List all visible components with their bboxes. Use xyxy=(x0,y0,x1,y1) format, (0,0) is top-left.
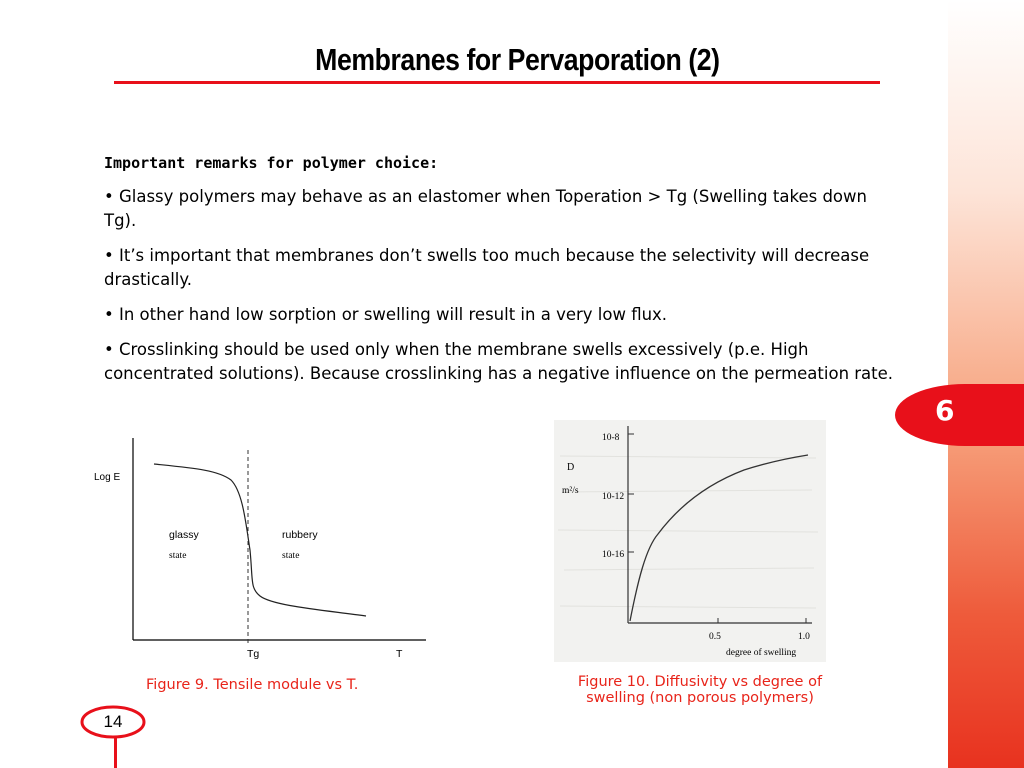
figure-9-caption: Figure 9. Tensile module vs T. xyxy=(146,677,359,693)
slide-body xyxy=(104,151,894,397)
bullet-low-sorption: • In other hand low sorption or swelling will result in a very low flux. xyxy=(104,305,668,324)
y-tick-label: 10-8 xyxy=(602,433,620,443)
x-tick-label: 0.5 xyxy=(709,632,721,642)
page-number-stem xyxy=(114,737,117,768)
x-axis-label: degree of swelling xyxy=(726,648,797,658)
y-label-unit: m²/s xyxy=(562,486,579,496)
glassy-label: glassy xyxy=(169,529,199,541)
rubbery-label: rubbery xyxy=(282,529,318,541)
figure-10-caption: Figure 10. Diffusivity vs degree of swelling (non porous polymers) xyxy=(577,674,823,706)
bullet-crosslinking: • Crosslinking should be used only when the membrane swells excessively (p.e. High concentrated solutions). Because crosslinking has a negative influence on the permeation rate. xyxy=(104,340,894,383)
section-tab xyxy=(895,384,1024,446)
bullet-glassy: • Glassy polymers may behave as an elastomer when Toperation > Tg (Swelling takes down Tg). xyxy=(104,187,867,230)
section-number: 6 xyxy=(935,394,955,427)
title-underline xyxy=(114,81,880,84)
y-axis-label: Log E xyxy=(94,472,121,483)
bullet-swelling: • It’s important that membranes don’t swells too much because the selectivity will decrease drastically. xyxy=(104,246,870,289)
x-axis-label: T xyxy=(396,648,403,660)
y-tick-label: 10-12 xyxy=(602,492,625,502)
diffusivity-chart xyxy=(554,420,826,662)
x-tick-label: 1.0 xyxy=(798,632,810,642)
tg-tick-label: Tg xyxy=(247,648,260,660)
y-label-d: D xyxy=(567,462,575,473)
glassy-state-label: state xyxy=(169,551,187,561)
slide-title: Membranes for Pervaporation (2) xyxy=(315,42,720,77)
page-number: 14 xyxy=(103,712,123,731)
rubbery-state-label: state xyxy=(282,551,300,561)
remarks-heading: Important remarks for polymer choice: xyxy=(104,154,439,172)
y-tick-label: 10-16 xyxy=(602,550,625,560)
tensile-module-chart xyxy=(88,430,438,665)
